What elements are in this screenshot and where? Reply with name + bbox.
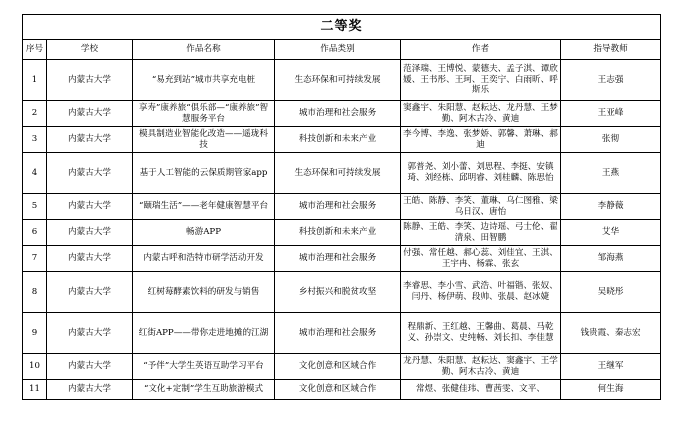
work-name-cell: “文化+定制”学生互助旅游模式 [133, 380, 275, 400]
school-name-cell: 内蒙古大学 [47, 313, 133, 354]
advisor-cell: 邹海燕 [561, 246, 661, 272]
work-category-cell: 科技创新和未来产业 [275, 127, 401, 153]
work-name-cell: 红树莓酵素饮料的研发与销售 [133, 272, 275, 313]
row-number-cell: 2 [23, 101, 47, 127]
work-name-cell: “予伴”大学生英语互助学习平台 [133, 354, 275, 380]
advisor-cell: 李静薇 [561, 194, 661, 220]
page-edge [0, 410, 680, 424]
school-name-cell: 内蒙古大学 [47, 60, 133, 101]
work-category-cell: 科技创新和未来产业 [275, 220, 401, 246]
table-row [23, 272, 661, 313]
row-number-cell: 6 [23, 220, 47, 246]
authors-cell: 付强、常任越、郝心蕊、刘佳宜、王淇、王宇冉、杨霖、张玄 [401, 246, 561, 272]
award-table [22, 14, 661, 400]
table-row [23, 354, 661, 380]
work-category-cell: 城市治理和社会服务 [275, 313, 401, 354]
row-number-cell: 11 [23, 380, 47, 400]
award-table-sheet [22, 14, 660, 400]
school-name-cell: 内蒙古大学 [47, 127, 133, 153]
table-row [23, 127, 661, 153]
header-work-name: 作品名称 [133, 40, 275, 60]
table-row [23, 220, 661, 246]
school-name-cell: 内蒙古大学 [47, 153, 133, 194]
authors-cell: 郭普尧、刘小蕾、刘思程、李挺、安镇琦、刘经栋、邱明睿、刘桂麟、陈思怡 [401, 153, 561, 194]
row-number-cell: 1 [23, 60, 47, 101]
advisor-cell: 王燕 [561, 153, 661, 194]
authors-cell: 李今博、李逸、张梦娇、郭馨、萧琳、郝迪 [401, 127, 561, 153]
row-number-cell: 9 [23, 313, 47, 354]
authors-cell: 龙丹慧、朱阳慧、赵耘达、窦鑫宇、王学勤、阿木古冷、黄迪 [401, 354, 561, 380]
authors-cell: 程鼎新、王红越、王馨曲、葛晨、马乾义、孙崇文、史纯畅、刘长扣、李佳慧 [401, 313, 561, 354]
table-title: 二等奖 [23, 15, 661, 40]
header-advisor: 指导教师 [561, 40, 661, 60]
row-number-cell: 8 [23, 272, 47, 313]
table-row [23, 101, 661, 127]
header-row [23, 40, 661, 60]
work-name-cell: 享寿”康养旅“俱乐部—“康养旅”智慧服务平台 [133, 101, 275, 127]
work-name-cell: 畅游APP [133, 220, 275, 246]
school-name-cell: 内蒙古大学 [47, 246, 133, 272]
work-category-cell: 城市治理和社会服务 [275, 101, 401, 127]
row-number-cell: 10 [23, 354, 47, 380]
work-category-cell: 生态环保和可持续发展 [275, 60, 401, 101]
school-name-cell: 内蒙古大学 [47, 220, 133, 246]
title-row [23, 15, 661, 40]
work-name-cell: 内蒙古呼和浩特市研学活动开发 [133, 246, 275, 272]
header-no: 序号 [23, 40, 47, 60]
header-school: 学校 [47, 40, 133, 60]
work-category-cell: 文化创意和区域合作 [275, 380, 401, 400]
advisor-cell: 王志强 [561, 60, 661, 101]
advisor-cell: 何生海 [561, 380, 661, 400]
work-name-cell: 模具制造业智能化改造——遥珑科技 [133, 127, 275, 153]
table-row [23, 153, 661, 194]
work-category-cell: 乡村振兴和脱贫攻坚 [275, 272, 401, 313]
header-authors: 作者 [401, 40, 561, 60]
work-category-cell: 生态环保和可持续发展 [275, 153, 401, 194]
advisor-cell: 吴晓彤 [561, 272, 661, 313]
row-number-cell: 7 [23, 246, 47, 272]
work-category-cell: 城市治理和社会服务 [275, 194, 401, 220]
school-name-cell: 内蒙古大学 [47, 101, 133, 127]
authors-cell: 常煜、张健佳玮、曹茜雯、文平、 [401, 380, 561, 400]
row-number-cell: 3 [23, 127, 47, 153]
authors-cell: 王皓、陈静、李笑、董琳、乌仁图雅、梁乌日汉、唐怡 [401, 194, 561, 220]
table-row [23, 246, 661, 272]
table-row [23, 194, 661, 220]
work-name-cell: “颐瑞生活”——老年健康智慧平台 [133, 194, 275, 220]
advisor-cell: 王亚峰 [561, 101, 661, 127]
school-name-cell: 内蒙古大学 [47, 380, 133, 400]
work-category-cell: 城市治理和社会服务 [275, 246, 401, 272]
authors-cell: 陈静、王皓、李笑、边诗瑶、弓士伦、翟清泉、田智鹏 [401, 220, 561, 246]
school-name-cell: 内蒙古大学 [47, 272, 133, 313]
table-row [23, 60, 661, 101]
row-number-cell: 4 [23, 153, 47, 194]
table-row [23, 313, 661, 354]
table-row [23, 380, 661, 400]
school-name-cell: 内蒙古大学 [47, 354, 133, 380]
work-name-cell: 基于人工智能的云保质期管家app [133, 153, 275, 194]
work-name-cell: 红街APP——带你走进地摊的江湖 [133, 313, 275, 354]
advisor-cell: 钱贵霞、秦志宏 [561, 313, 661, 354]
work-category-cell: 文化创意和区域合作 [275, 354, 401, 380]
authors-cell: 窦鑫宇、朱阳慧、赵耘达、龙丹慧、王梦勤、阿木古冷、黄迪 [401, 101, 561, 127]
school-name-cell: 内蒙古大学 [47, 194, 133, 220]
work-name-cell: “易充到站”城市共享充电桩 [133, 60, 275, 101]
advisor-cell: 艾华 [561, 220, 661, 246]
advisor-cell: 张彻 [561, 127, 661, 153]
authors-cell: 李睿思、李小雪、武浩、叶福锴、张奴、闫丹、杨伊萌、段帅、张晨、赵冰婕 [401, 272, 561, 313]
authors-cell: 范泽瑞、王博悦、蒙德夫、孟子淇、谭欣媛、王书彤、王珂、王奕宁、白雨昕、呼斯乐 [401, 60, 561, 101]
header-category: 作品类别 [275, 40, 401, 60]
advisor-cell: 王继军 [561, 354, 661, 380]
row-number-cell: 5 [23, 194, 47, 220]
